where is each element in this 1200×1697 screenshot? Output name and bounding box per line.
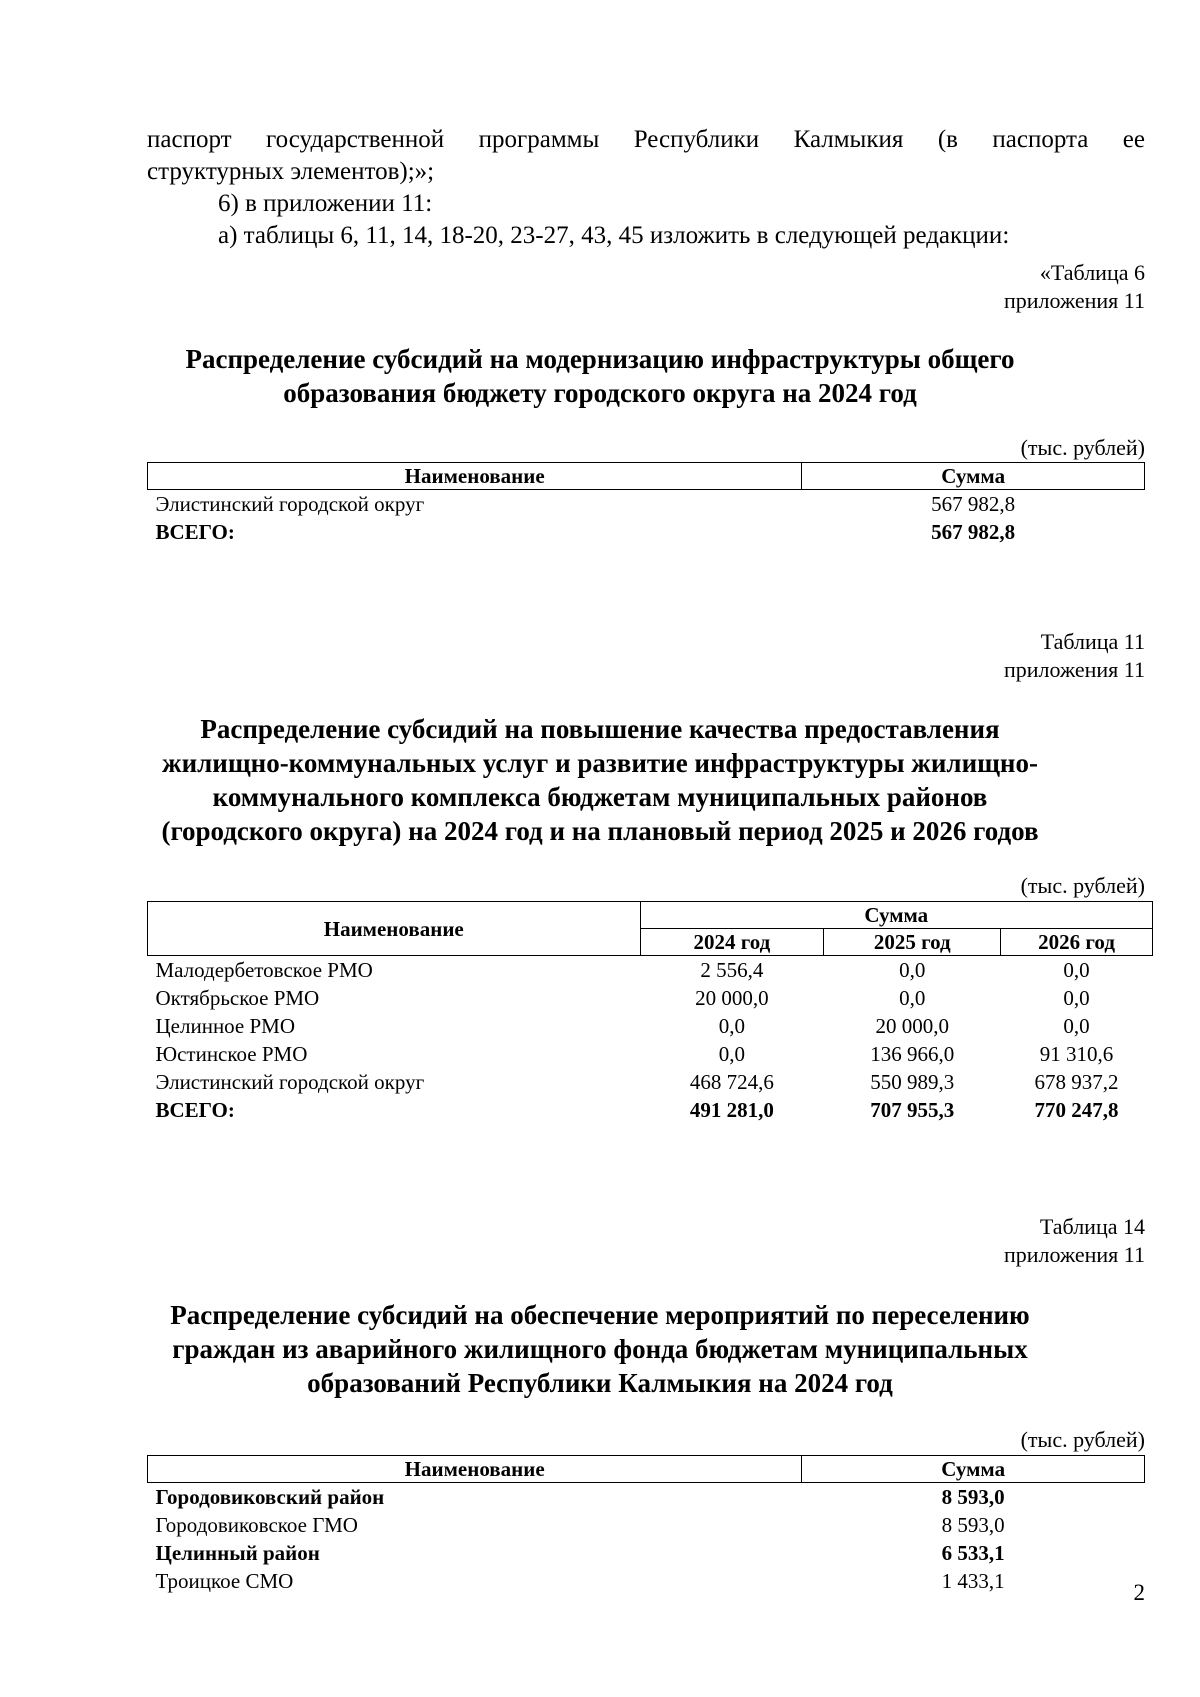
row-value-2026: 0,0 (1063, 958, 1090, 982)
row-name: Октябрьское РМО (155, 986, 320, 1010)
table6-total-row (148, 518, 1145, 546)
row-name: Целинное РМО (155, 1014, 296, 1038)
row-sum: 567 982,8 (931, 520, 1016, 544)
row-value-2024: 0,0 (718, 1042, 746, 1066)
row-sum: 8 593,0 (941, 1485, 1005, 1509)
table14-ref-line-1: Таблица 14 (1039, 1214, 1145, 1239)
row-sum: 567 982,8 (931, 492, 1016, 516)
row-name: Целинный район (155, 1541, 320, 1565)
table11-title-line-2: жилищно-коммунальных услуг и развитие инфраструктуры жилищно- (162, 748, 1038, 778)
table6-units: (тыс. рублей) (1020, 435, 1145, 460)
row-name: ВСЕГО: (155, 1098, 235, 1122)
table11-title (100, 712, 1100, 848)
row-value-2025: 20 000,0 (875, 1014, 949, 1038)
row-sum: 1 433,1 (941, 1569, 1005, 1593)
row-value-2024: 0,0 (718, 1014, 746, 1038)
table6-header-row (148, 463, 1145, 490)
row-value-2024: 2 556,4 (700, 958, 764, 982)
table-row (148, 1012, 1153, 1040)
row-name: ВСЕГО: (155, 520, 235, 544)
table11-header-row-1 (148, 902, 1153, 929)
table14-header-row (148, 1456, 1145, 1483)
row-value-2026: 0,0 (1063, 986, 1090, 1010)
table-row (148, 1511, 1145, 1539)
row-value-2025: 550 989,3 (870, 1070, 955, 1094)
table11-title-line-4: (городского округа) на 2024 год и на плановый период 2025 и 2026 годов (161, 816, 1039, 846)
table11-title-line-3: коммунального комплекса бюджетам муниципальных районов (212, 782, 988, 812)
table-row (148, 1068, 1153, 1096)
row-name: Юстинское РМО (155, 1042, 308, 1066)
table6-col-sum: Сумма (802, 463, 1145, 490)
row-name: Городовиковское ГМО (155, 1513, 358, 1537)
row-value-2026: 0,0 (1063, 1014, 1090, 1038)
table-row (148, 984, 1153, 1012)
table6 (147, 462, 1145, 546)
table11-reference (1004, 628, 1145, 684)
table14 (147, 1455, 1145, 1595)
row-value-2024: 468 724,6 (689, 1070, 774, 1094)
row-name: Элистинский городской округ (155, 1070, 425, 1094)
table-row (148, 956, 1153, 985)
row-value-2025: 0,0 (899, 958, 926, 982)
table6-title-line-1: Распределение субсидий на модернизацию инфраструктуры общего (185, 344, 1015, 374)
table11-col-year-2025: 2025 год (824, 929, 1001, 956)
table14-title (100, 1298, 1100, 1400)
row-name: Малодербетовское РМО (155, 958, 373, 982)
row-sum: 8 593,0 (941, 1513, 1005, 1537)
table14-title-line-2: граждан из аварийного жилищного фонда бюджетам муниципальных (172, 1334, 1028, 1364)
table6-ref-line-1: «Таблица 6 (1039, 260, 1145, 285)
table6-reference (1004, 259, 1145, 315)
table14-col-sum: Сумма (802, 1456, 1145, 1483)
table-row (148, 1040, 1153, 1068)
table6-ref-line-2: приложения 11 (1003, 288, 1145, 313)
row-value-2025: 0,0 (899, 986, 926, 1010)
table-row (148, 1483, 1145, 1512)
table11-col-year-2024: 2024 год (640, 929, 824, 956)
table14-title-line-3: образований Республики Калмыкия на 2024 год (307, 1368, 893, 1398)
page-number: 2 (1133, 1580, 1145, 1605)
table11-col-sum: Сумма (640, 902, 1153, 929)
row-value-2026: 91 310,6 (1039, 1042, 1114, 1066)
intro-line-4: а) таблицы 6, 11, 14, 18-20, 23-27, 43, 45 изложить в следующей редакции: (218, 222, 1010, 249)
row-name: Троицкое СМО (155, 1569, 294, 1593)
row-value-2026: 678 937,2 (1034, 1070, 1119, 1094)
table14-title-line-1: Распределение субсидий на обеспечение мероприятий по переселению (170, 1300, 1030, 1330)
table11-ref-line-2: приложения 11 (1003, 657, 1145, 682)
table11-col-name: Наименование (148, 902, 641, 956)
table11-col-year-2026: 2026 год (1001, 929, 1153, 956)
table11-total-row (148, 1096, 1153, 1124)
row-sum: 6 533,1 (941, 1541, 1005, 1565)
table-row (148, 1567, 1145, 1595)
table14-col-name: Наименование (148, 1456, 802, 1483)
row-value-2025: 707 955,3 (870, 1098, 955, 1122)
row-name: Элистинский городской округ (155, 492, 425, 516)
table6-title (100, 342, 1100, 410)
row-value-2024: 20 000,0 (695, 986, 769, 1010)
row-value-2026: 770 247,8 (1034, 1098, 1119, 1122)
intro-line-3: 6) в приложении 11: (218, 190, 433, 217)
table14-ref-line-2: приложения 11 (1003, 1242, 1145, 1267)
row-value-2025: 136 966,0 (870, 1042, 955, 1066)
intro-line-2: структурных элементов);»; (147, 158, 435, 185)
table14-units: (тыс. рублей) (1020, 1427, 1145, 1452)
table6-col-name: Наименование (148, 463, 802, 490)
table11 (147, 901, 1153, 1124)
table11-title-line-1: Распределение субсидий на повышение качества предоставления (200, 714, 1000, 744)
table14-reference (1004, 1213, 1145, 1269)
table6-title-line-2: образования бюджету городского округа на 2024 год (283, 378, 917, 408)
intro-line-1: паспорт государственной программы Республики Калмыкия (в паспорта ее (147, 126, 1145, 153)
table-row (148, 1539, 1145, 1567)
table-row (148, 490, 1145, 519)
row-value-2024: 491 281,0 (689, 1098, 774, 1122)
table11-units: (тыс. рублей) (1020, 873, 1145, 898)
table11-ref-line-1: Таблица 11 (1040, 629, 1145, 654)
row-name: Городовиковский район (155, 1485, 385, 1509)
